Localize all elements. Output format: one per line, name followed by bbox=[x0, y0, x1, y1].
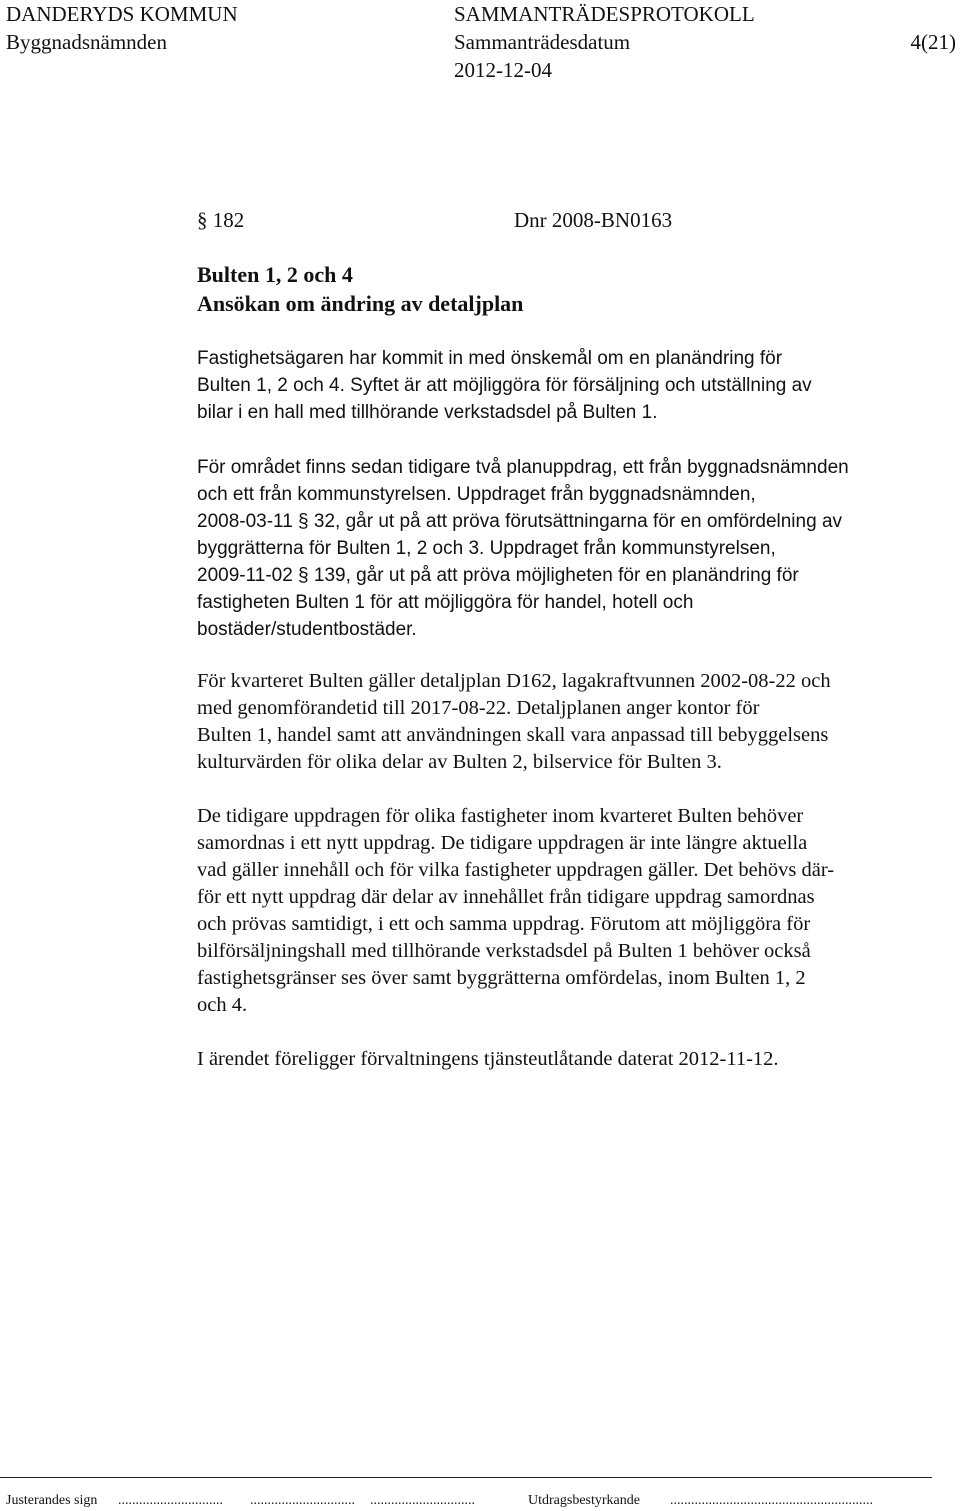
page-number: 4(21) bbox=[910, 30, 956, 54]
text-line: och 4. bbox=[197, 994, 248, 1016]
text-line: fastighetsgränser ses över samt byggrätterna omfördelas, inom Bulten 1, 2 bbox=[197, 967, 806, 989]
case-title-line-1: Bulten 1, 2 och 4 bbox=[197, 262, 353, 287]
case-title-line-2: Ansökan om ändring av detaljplan bbox=[197, 291, 524, 316]
text-line: för ett nytt uppdrag där delar av innehållet från tidigare uppdrag samordnas bbox=[197, 886, 815, 908]
text-line: samordnas i ett nytt uppdrag. De tidigare uppdragen är inte längre aktuella bbox=[197, 832, 808, 854]
text-line: 2009-11-02 § 139, går ut på att pröva möjligheten för en planändring för bbox=[197, 565, 799, 586]
paragraph-2 bbox=[197, 454, 937, 643]
text-line: Bulten 1, 2 och 4. Syftet är att möjliggöra för försäljning och utställning av bbox=[197, 375, 812, 396]
text-line: bostäder/studentbostäder. bbox=[197, 619, 417, 640]
meeting-date-label: Sammanträdesdatum bbox=[454, 30, 631, 54]
text-line: vad gäller innehåll och för vilka fastigheter uppdragen gäller. Det behövs där- bbox=[197, 859, 835, 881]
text-line: För kvarteret Bulten gäller detaljplan D162, lagakraftvunnen 2002-08-22 och bbox=[197, 670, 831, 692]
justerandes-sign-label: Justerandes sign bbox=[6, 1493, 98, 1508]
paragraph-3 bbox=[197, 668, 937, 776]
text-line: med genomförandetid till 2017-08-22. Detaljplanen anger kontor för bbox=[197, 697, 760, 719]
text-line: och prövas samtidigt, i ett och samma uppdrag. Förutom att möjliggöra för bbox=[197, 913, 811, 935]
text-line: fastigheten Bulten 1 för att möjliggöra för handel, hotell och bbox=[197, 592, 694, 613]
text-line: För området finns sedan tidigare två planuppdrag, ett från byggnadsnämnden bbox=[197, 457, 849, 478]
text-line: bilar i en hall med tillhörande verkstadsdel på Bulten 1. bbox=[197, 402, 658, 423]
text-line: bilförsäljningshall med tillhörande verkstadsdel på Bulten 1 behöver också bbox=[197, 940, 811, 962]
municipality-name: DANDERYDS KOMMUN bbox=[6, 2, 238, 26]
signature-line-3: .............................. bbox=[370, 1493, 475, 1508]
document-type: SAMMANTRÄDESPROTOKOLL bbox=[454, 2, 755, 26]
signature-line-1: .............................. bbox=[118, 1493, 223, 1508]
text-line: kulturvärden för olika delar av Bulten 2, bilservice för Bulten 3. bbox=[197, 751, 722, 773]
text-line: De tidigare uppdragen för olika fastigheter inom kvarteret Bulten behöver bbox=[197, 805, 804, 827]
footer-divider bbox=[0, 1477, 932, 1478]
text-line: Fastighetsägaren har kommit in med önskemål om en planändring för bbox=[197, 348, 783, 369]
signature-line-2: .............................. bbox=[250, 1493, 355, 1508]
paragraph-number: § 182 bbox=[197, 208, 245, 232]
paragraph-5 bbox=[197, 1046, 937, 1073]
meeting-date: 2012-12-04 bbox=[454, 58, 552, 82]
paragraph-4 bbox=[197, 803, 937, 1019]
text-line: och ett från kommunstyrelsen. Uppdraget från byggnadsnämnden, bbox=[197, 484, 756, 505]
text-line: 2008-03-11 § 32, går ut på att pröva förutsättningarna för en omfördelning av bbox=[197, 511, 843, 532]
text-line: Bulten 1, handel samt att användningen skall vara anpassad till bebyggelsens bbox=[197, 724, 829, 746]
text-line: byggrätterna för Bulten 1, 2 och 3. Uppdraget från kommunstyrelsen, bbox=[197, 538, 776, 559]
diary-number: Dnr 2008-BN0163 bbox=[514, 208, 673, 232]
utdragsbestyrkande-line: .......................................................... bbox=[670, 1493, 873, 1508]
paragraph-1 bbox=[197, 345, 937, 426]
committee-name: Byggnadsnämnden bbox=[6, 30, 167, 54]
utdragsbestyrkande-label: Utdragsbestyrkande bbox=[528, 1493, 640, 1508]
text-line: I ärendet föreligger förvaltningens tjänsteutlåtande daterat 2012-11-12. bbox=[197, 1048, 779, 1070]
